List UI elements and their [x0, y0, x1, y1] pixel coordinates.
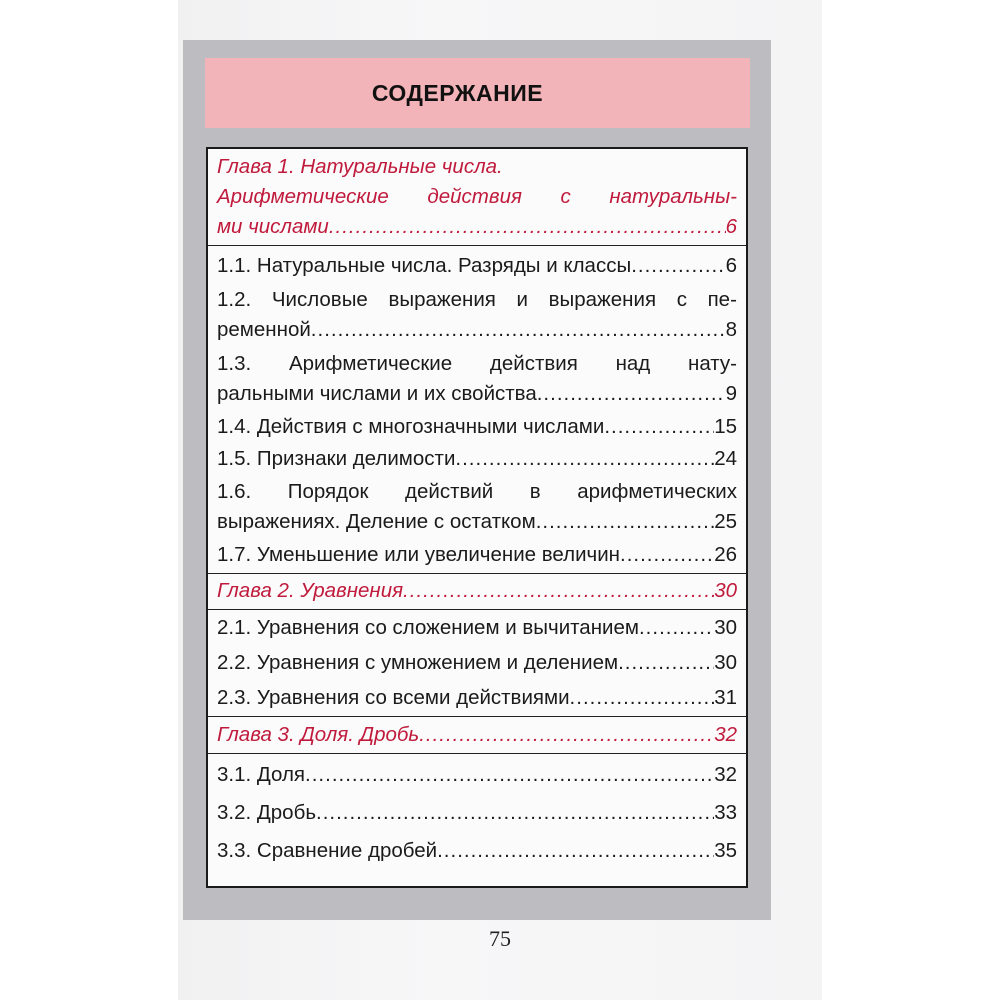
word: арифметических [577, 480, 737, 503]
toc-item-1-6-cont[interactable] [217, 507, 737, 537]
word: с [676, 288, 687, 311]
page-ref: 26 [714, 543, 737, 566]
dot-leader [570, 683, 715, 713]
chapter-1-line-1[interactable] [217, 152, 737, 182]
page-ref: 30 [714, 579, 737, 602]
page-ref: 15 [714, 415, 737, 438]
item-text: 2.1. Уравнения со сложением и вычитанием [217, 616, 639, 639]
page-number: 75 [489, 926, 511, 951]
toc-item-3-2[interactable] [217, 798, 737, 828]
word: 1.6. [217, 480, 252, 503]
word: Числовые [271, 288, 368, 311]
page-ref: 32 [714, 763, 737, 786]
page-ref: 9 [725, 382, 737, 405]
chapter-3-title: Глава 3. Доля. Дробь [217, 723, 420, 746]
toc-title: СОДЕРЖАНИЕ [371, 79, 544, 106]
word: натуральны- [609, 185, 737, 208]
toc-item-3-3[interactable] [217, 836, 737, 866]
dot-leader [437, 836, 714, 866]
toc-item-1-5[interactable] [217, 444, 737, 474]
dot-leader [311, 315, 726, 345]
separator [208, 570, 746, 574]
toc-item-1-1[interactable] [217, 251, 737, 281]
toc-box [206, 147, 748, 888]
word: пе- [707, 288, 737, 311]
chapter-1-line-3[interactable] [217, 212, 737, 242]
word: выражения [388, 288, 496, 311]
chapter-3[interactable] [217, 720, 737, 750]
item-text: 3.1. Доля [217, 763, 306, 786]
chapter-1-title-end: ми числами [217, 215, 329, 238]
item-text: 2.2. Уравнения с умножением и делением [217, 651, 619, 674]
word: 1.3. [217, 352, 252, 375]
chapter-2[interactable] [217, 576, 737, 606]
dot-leader [537, 379, 726, 409]
word: с [560, 185, 571, 208]
word: над [615, 352, 651, 375]
page-ref: 25 [714, 510, 737, 533]
item-text: 3.3. Сравнение дробей [217, 839, 438, 862]
word: действия [427, 185, 522, 208]
dot-leader [639, 613, 714, 643]
item-text: 2.3. Уравнения со всеми действиями [217, 686, 570, 709]
word: в [529, 480, 541, 503]
word: Арифметические [288, 352, 453, 375]
page-ref: 24 [714, 447, 737, 470]
page-ref: 6 [725, 254, 737, 277]
chapter-1-line-2[interactable] [217, 182, 737, 212]
word: выражения [548, 288, 657, 311]
page-ref: 31 [714, 686, 737, 709]
dot-leader [419, 720, 714, 750]
item-text: ральными числами и их свойства [217, 382, 537, 405]
page-ref: 8 [725, 318, 737, 341]
page-ref: 32 [714, 723, 737, 746]
item-text: 1.4. Действия с многозначными числами [217, 415, 605, 438]
toc-item-1-3-cont[interactable] [217, 379, 737, 409]
page-ref: 35 [714, 839, 737, 862]
item-text: 1.1. Натуральные числа. Разряды и классы [217, 254, 632, 277]
word: действий [405, 480, 494, 503]
toc-item-1-3[interactable] [217, 349, 737, 379]
toc-item-1-2[interactable] [217, 285, 737, 315]
page-ref: 30 [714, 651, 737, 674]
dot-leader [329, 212, 726, 242]
word: Порядок [287, 480, 369, 503]
toc-item-2-1[interactable] [217, 613, 737, 643]
dot-leader [305, 760, 714, 790]
dot-leader [618, 648, 714, 678]
chapter-2-title: Глава 2. Уравнения [217, 579, 404, 602]
toc-item-1-4[interactable] [217, 412, 737, 442]
word: Арифметические [217, 185, 389, 208]
toc-item-1-2-cont[interactable] [217, 315, 737, 345]
toc-item-2-2[interactable] [217, 648, 737, 678]
dot-leader [403, 576, 714, 606]
word: и [516, 288, 528, 311]
word: 1.2. [217, 288, 252, 311]
dot-leader [316, 798, 714, 828]
dot-leader [536, 507, 715, 537]
word: нату- [688, 352, 737, 375]
dot-leader [620, 540, 714, 570]
item-text: 1.7. Уменьшение или увеличение величин [217, 543, 621, 566]
dot-leader [631, 251, 725, 281]
toc-item-3-1[interactable] [217, 760, 737, 790]
toc-item-1-7[interactable] [217, 540, 737, 570]
dot-leader [604, 412, 714, 442]
item-text: выражениях. Деление с остатком [217, 510, 536, 533]
dot-leader [455, 444, 714, 474]
item-text: 1.5. Признаки делимости [217, 447, 456, 470]
toc-header [205, 58, 750, 128]
page-ref: 6 [725, 215, 737, 238]
toc-item-1-6[interactable] [217, 477, 737, 507]
item-text: ременной [217, 318, 311, 341]
chapter-1-title: Глава 1. Натуральные числа. [217, 155, 503, 178]
word: действия [489, 352, 578, 375]
page-ref: 33 [714, 801, 737, 824]
separator [208, 713, 746, 717]
toc-item-2-3[interactable] [217, 683, 737, 713]
page-ref: 30 [714, 616, 737, 639]
item-text: 3.2. Дробь [217, 801, 316, 824]
